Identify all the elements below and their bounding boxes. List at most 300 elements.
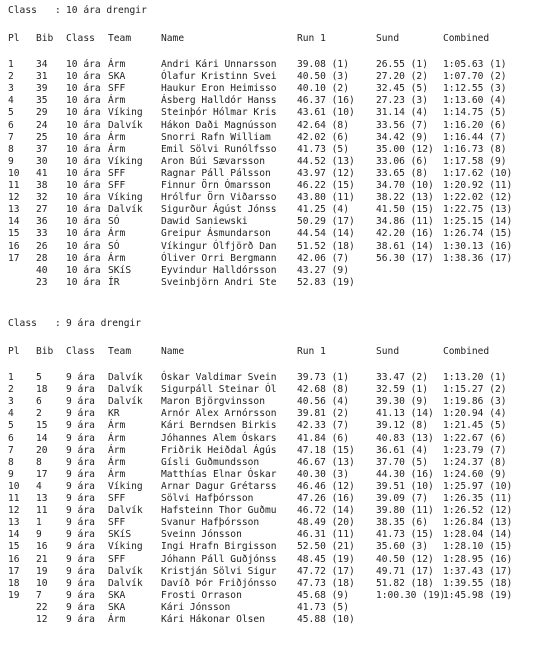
column-header-run1: Run 1 [297,33,326,44]
cell-cls: 9 ára [66,468,95,480]
class-separator: : [55,318,61,329]
cell-run1: 44.54 (14) [297,228,355,240]
cell-pl: 6 [8,432,14,444]
result-row [0,253,554,265]
cell-bib: 40 [36,264,48,276]
cell-run1: 47.73 (18) [297,577,355,589]
cell-swim: 56.30 (17) [376,252,434,264]
cell-cls: 10 ára [66,59,101,70]
cell-bib: 34 [36,59,48,70]
cell-cls: 9 ára [66,589,95,601]
cell-comb: 1:25.15 (14) [443,216,513,228]
cell-run1: 39.73 (1) [297,372,349,383]
cell-pl: 14 [8,216,20,228]
cell-team: Árm [108,444,126,456]
cell-swim: 27.20 (2) [376,71,428,83]
result-row [0,578,554,590]
result-row [0,541,554,553]
cell-name: Snorri Rafn William [161,131,271,143]
cell-cls: 10 ára [66,240,101,252]
cell-name: Greipur Ásmundarson [161,228,271,240]
cell-team: Dalvík [108,384,143,396]
cell-swim: 33.06 (6) [376,155,428,167]
cell-run1: 39.08 (1) [297,59,349,70]
cell-cls: 9 ára [66,432,95,444]
cell-pl: 1 [8,59,14,70]
result-row [0,433,554,445]
cell-swim: 40.83 (13) [376,432,434,444]
cell-comb: 1:30.13 (16) [443,240,513,252]
cell-swim: 51.82 (18) [376,577,434,589]
cell-team: SÓ [108,216,120,228]
cell-swim: 33.65 (8) [376,167,428,179]
cell-bib: 10 [36,577,48,589]
cell-comb: 1:16.73 (8) [443,143,507,155]
cell-name: Maron Björgvinsson [161,396,265,408]
column-header-name: Name [161,33,185,44]
class-name: 9 ára drengir [66,318,142,329]
cell-cls: 10 ára [66,119,101,131]
column-header-comb: Combined [443,346,490,357]
cell-run1: 41.25 (4) [297,204,349,216]
cell-cls: 9 ára [66,384,95,396]
cell-pl: 17 [8,252,20,264]
cell-comb: 1:39.55 (18) [443,577,513,589]
result-row [0,95,554,107]
cell-comb: 1:25.97 (10) [443,480,513,492]
cell-team: Dalvík [108,119,143,131]
cell-name: Gísli Guðmundsson [161,456,260,468]
cell-bib: 5 [36,372,42,383]
cell-bib: 19 [36,565,48,577]
cell-pl: 12 [8,192,20,204]
result-row [0,481,554,493]
cell-bib: 29 [36,107,48,119]
cell-team: Árm [108,59,126,70]
cell-run1: 50.29 (17) [297,216,355,228]
cell-run1: 42.33 (7) [297,420,349,432]
result-row [0,505,554,517]
result-row [0,566,554,578]
cell-cls: 10 ára [66,155,101,167]
cell-cls: 9 ára [66,456,95,468]
cell-team: SFF [108,83,126,95]
cell-pl: 13 [8,517,20,529]
cell-pl: 3 [8,396,14,408]
cell-team: Dalvík [108,505,143,517]
cell-run1: 46.31 (11) [297,529,355,541]
column-header-bib: Bib [36,346,54,357]
cell-comb: 1:17.62 (10) [443,167,513,179]
result-row [0,408,554,420]
cell-comb: 1:15.27 (2) [443,384,507,396]
cell-bib: 20 [36,444,48,456]
cell-cls: 10 ára [66,228,101,240]
cell-cls: 10 ára [66,216,101,228]
cell-pl: 1 [8,372,14,383]
cell-swim: 38.35 (6) [376,517,428,529]
cell-team: Dalvík [108,577,143,589]
result-row [0,228,554,240]
class-label: Class [8,5,37,16]
cell-bib: 11 [36,505,48,517]
cell-pl: 8 [8,456,14,468]
cell-team: Árm [108,456,126,468]
result-row [0,277,554,289]
column-header-swim: Sund [376,33,400,44]
cell-bib: 35 [36,95,48,107]
cell-comb: 1:22.02 (12) [443,192,513,204]
result-row [0,168,554,180]
cell-swim: 42.20 (16) [376,228,434,240]
column-header-cls: Class [66,346,95,357]
cell-run1: 44.52 (13) [297,155,355,167]
cell-swim: 39.09 (7) [376,493,428,504]
cell-swim: 32.59 (1) [376,384,428,396]
cell-swim: 49.71 (17) [376,565,434,577]
cell-swim: 33.56 (7) [376,119,428,131]
cell-team: Árm [108,432,126,444]
cell-pl: 9 [8,468,14,480]
result-row [0,59,554,71]
cell-bib: 15 [36,420,48,432]
class-title [0,5,554,17]
cell-run1: 40.30 (3) [297,468,349,480]
cell-team: SFF [108,167,126,179]
cell-run1: 43.27 (9) [297,264,349,276]
cell-cls: 9 ára [66,601,95,613]
cell-bib: 36 [36,216,48,228]
cell-pl: 12 [8,505,20,517]
cell-bib: 6 [36,396,42,408]
result-row [0,420,554,432]
cell-name: Emil Sölvi Runólfsso [161,143,277,155]
cell-team: Víking [108,192,143,204]
cell-cls: 9 ára [66,480,95,492]
cell-bib: 14 [36,432,48,444]
cell-run1: 39.81 (2) [297,408,349,420]
cell-pl: 16 [8,240,20,252]
cell-cls: 10 ára [66,180,101,191]
result-row [0,144,554,156]
cell-comb: 1:20.92 (11) [443,180,513,191]
cell-run1: 48.49 (20) [297,517,355,529]
cell-swim: 34.70 (10) [376,180,434,191]
cell-swim: 39.80 (11) [376,505,434,517]
cell-pl: 2 [8,71,14,83]
result-row [0,120,554,132]
cell-team: Víking [108,155,143,167]
result-row [0,180,554,192]
cell-name: Kári Jónsson [161,601,231,613]
cell-team: Árm [108,468,126,480]
cell-bib: 1 [36,517,42,529]
cell-run1: 46.37 (16) [297,95,355,107]
column-header-name: Name [161,346,185,357]
cell-name: Matthías Elnar Óskar [161,468,277,480]
cell-team: Víking [108,541,143,553]
cell-bib: 39 [36,83,48,95]
cell-cls: 9 ára [66,577,95,589]
cell-comb: 1:20.94 (4) [443,408,507,420]
class-separator: : [55,5,61,16]
cell-pl: 19 [8,589,20,601]
cell-pl: 11 [8,180,20,191]
cell-name: Ingi Hrafn Birgisson [161,541,277,553]
cell-comb: 1:05.63 (1) [443,59,507,70]
cell-bib: 16 [36,541,48,553]
cell-comb: 1:38.36 (17) [443,252,513,264]
result-row [0,554,554,566]
cell-name: Andri Kári Unnarsson [161,59,277,70]
cell-comb: 1:28.04 (14) [443,529,513,541]
cell-pl: 5 [8,107,14,119]
cell-team: Dalvík [108,204,143,216]
cell-run1: 43.61 (10) [297,107,355,119]
cell-team: SFF [108,553,126,565]
column-header-row [0,33,554,45]
cell-run1: 42.64 (8) [297,119,349,131]
class-label: Class [8,318,37,329]
cell-bib: 4 [36,480,42,492]
column-header-pl: Pl [8,346,20,357]
cell-run1: 46.72 (14) [297,505,355,517]
cell-comb: 1:14.75 (5) [443,107,507,119]
column-header-run1: Run 1 [297,346,326,357]
cell-run1: 42.68 (8) [297,384,349,396]
cell-bib: 33 [36,228,48,240]
cell-cls: 9 ára [66,565,95,577]
cell-pl: 14 [8,529,20,541]
result-row [0,216,554,228]
result-row [0,457,554,469]
cell-pl: 6 [8,119,14,131]
cell-name: Davíð Þór Friðjónsso [161,577,277,589]
cell-pl: 15 [8,228,20,240]
cell-swim: 38.61 (14) [376,240,434,252]
cell-bib: 9 [36,529,42,541]
result-row [0,445,554,457]
result-row [0,265,554,277]
cell-team: ÍR [108,276,120,288]
cell-pl: 3 [8,83,14,95]
cell-cls: 9 ára [66,444,95,456]
cell-team: SKA [108,71,126,83]
cell-name: Ásberg Halldór Hanss [161,95,277,107]
cell-name: Óliver Orri Bergmann [161,252,277,264]
cell-cls: 10 ára [66,167,101,179]
cell-run1: 45.88 (10) [297,614,355,625]
cell-cls: 9 ára [66,372,95,383]
cell-run1: 52.83 (19) [297,276,355,288]
cell-team: Árm [108,95,126,107]
cell-pl: 5 [8,420,14,432]
cell-pl: 17 [8,565,20,577]
cell-swim: 32.45 (5) [376,83,428,95]
cell-team: Víking [108,107,143,119]
column-header-row [0,346,554,358]
cell-comb: 1:12.55 (3) [443,83,507,95]
cell-bib: 8 [36,456,42,468]
cell-cls: 9 ára [66,493,95,504]
cell-bib: 37 [36,143,48,155]
cell-name: Finnur Örn Ómarsson [161,180,271,191]
cell-comb: 1:37.43 (17) [443,565,513,577]
cell-swim: 39.12 (8) [376,420,428,432]
cell-bib: 41 [36,167,48,179]
cell-name: Sölvi Hafþórsson [161,493,254,504]
cell-comb: 1:24.37 (8) [443,456,507,468]
cell-run1: 41.73 (5) [297,143,349,155]
column-header-bib: Bib [36,33,54,44]
cell-comb: 1:13.20 (1) [443,372,507,383]
cell-name: Eyvindur Halldórsson [161,264,277,276]
cell-name: Jóhannes Alem Óskars [161,432,277,444]
cell-pl: 10 [8,480,20,492]
cell-swim: 35.60 (3) [376,541,428,553]
result-row [0,602,554,614]
cell-run1: 45.68 (9) [297,589,349,601]
cell-bib: 24 [36,119,48,131]
cell-team: Árm [108,131,126,143]
cell-run1: 47.18 (15) [297,444,355,456]
cell-cls: 9 ára [66,505,95,517]
cell-run1: 46.46 (12) [297,480,355,492]
cell-team: Árm [108,252,126,264]
result-row [0,83,554,95]
cell-bib: 22 [36,601,48,613]
cell-cls: 10 ára [66,71,101,83]
cell-comb: 1:13.60 (4) [443,95,507,107]
cell-run1: 42.06 (7) [297,252,349,264]
cell-cls: 9 ára [66,614,95,625]
cell-comb: 1:24.60 (9) [443,468,507,480]
cell-bib: 30 [36,155,48,167]
cell-team: SFF [108,493,126,504]
cell-team: SKíS [108,264,132,276]
cell-pl: 16 [8,553,20,565]
cell-comb: 1:28.95 (16) [443,553,513,565]
cell-bib: 18 [36,384,48,396]
cell-cls: 10 ára [66,107,101,119]
result-row [0,384,554,396]
cell-cls: 10 ára [66,204,101,216]
cell-comb: 1:07.70 (2) [443,71,507,83]
cell-bib: 21 [36,553,48,565]
column-header-team: Team [108,346,132,357]
cell-team: SÓ [108,240,120,252]
cell-bib: 27 [36,204,48,216]
cell-bib: 38 [36,180,48,191]
cell-swim: 38.22 (13) [376,192,434,204]
result-row [0,396,554,408]
cell-cls: 9 ára [66,553,95,565]
cell-run1: 47.72 (17) [297,565,355,577]
cell-team: Árm [108,143,126,155]
cell-bib: 7 [36,589,42,601]
result-row [0,372,554,384]
result-row [0,469,554,481]
cell-comb: 1:26.74 (15) [443,228,513,240]
cell-comb: 1:16.20 (6) [443,119,507,131]
cell-name: Óskar Valdimar Svein [161,372,277,383]
cell-bib: 17 [36,468,48,480]
cell-pl: 18 [8,577,20,589]
cell-swim: 44.30 (16) [376,468,434,480]
cell-name: Sveinn Jónsson [161,529,242,541]
cell-run1: 52.50 (21) [297,541,355,553]
cell-team: Dalvík [108,396,143,408]
cell-team: SKA [108,589,126,601]
column-header-comb: Combined [443,33,490,44]
cell-name: Arnór Alex Arnórsson [161,408,277,420]
result-row [0,192,554,204]
cell-cls: 9 ára [66,529,95,541]
cell-run1: 41.73 (5) [297,601,349,613]
cell-pl: 13 [8,204,20,216]
cell-comb: 1:26.52 (12) [443,505,513,517]
column-header-team: Team [108,33,132,44]
cell-name: Víkingur Ólfjörð Dan [161,240,277,252]
cell-team: Árm [108,420,126,432]
class-title [0,318,554,330]
cell-bib: 23 [36,276,48,288]
cell-bib: 26 [36,240,48,252]
cell-comb: 1:45.98 (19) [443,589,513,601]
cell-bib: 2 [36,408,42,420]
cell-run1: 43.80 (11) [297,192,355,204]
cell-name: Aron Búi Sævarsson [161,155,265,167]
cell-run1: 43.97 (12) [297,167,355,179]
cell-run1: 51.52 (18) [297,240,355,252]
cell-cls: 10 ára [66,252,101,264]
cell-swim: 37.70 (5) [376,456,428,468]
cell-name: Friðrik Heiðdal Ágús [161,444,277,456]
result-row [0,132,554,144]
cell-swim: 26.55 (1) [376,59,428,70]
result-row [0,517,554,529]
result-row [0,156,554,168]
cell-bib: 32 [36,192,48,204]
result-row [0,614,554,626]
cell-run1: 46.67 (13) [297,456,355,468]
cell-name: Kári Hákonar Olsen [161,614,265,625]
cell-cls: 9 ára [66,420,95,432]
cell-pl: 7 [8,444,14,456]
cell-run1: 40.56 (4) [297,396,349,408]
cell-name: Hafsteinn Thor Guðmu [161,505,277,517]
column-header-cls: Class [66,33,95,44]
cell-team: SFF [108,517,126,529]
cell-swim: 34.42 (9) [376,131,428,143]
cell-comb: 1:26.35 (11) [443,493,513,504]
cell-name: Arnar Dagur Grétarss [161,480,277,492]
cell-team: Dalvík [108,565,143,577]
cell-run1: 46.22 (15) [297,180,355,191]
result-row [0,590,554,602]
cell-name: Sveinbjörn Andri Ste [161,276,277,288]
cell-cls: 9 ára [66,517,95,529]
cell-name: Dawid Saniewski [161,216,248,228]
result-row [0,107,554,119]
cell-cls: 9 ára [66,541,95,553]
cell-swim: 33.47 (2) [376,372,428,383]
cell-team: SKíS [108,529,132,541]
cell-swim: 41.13 (14) [376,408,434,420]
cell-comb: 1:19.86 (3) [443,396,507,408]
cell-bib: 31 [36,71,48,83]
cell-name: Kristján Sölvi Sigur [161,565,277,577]
